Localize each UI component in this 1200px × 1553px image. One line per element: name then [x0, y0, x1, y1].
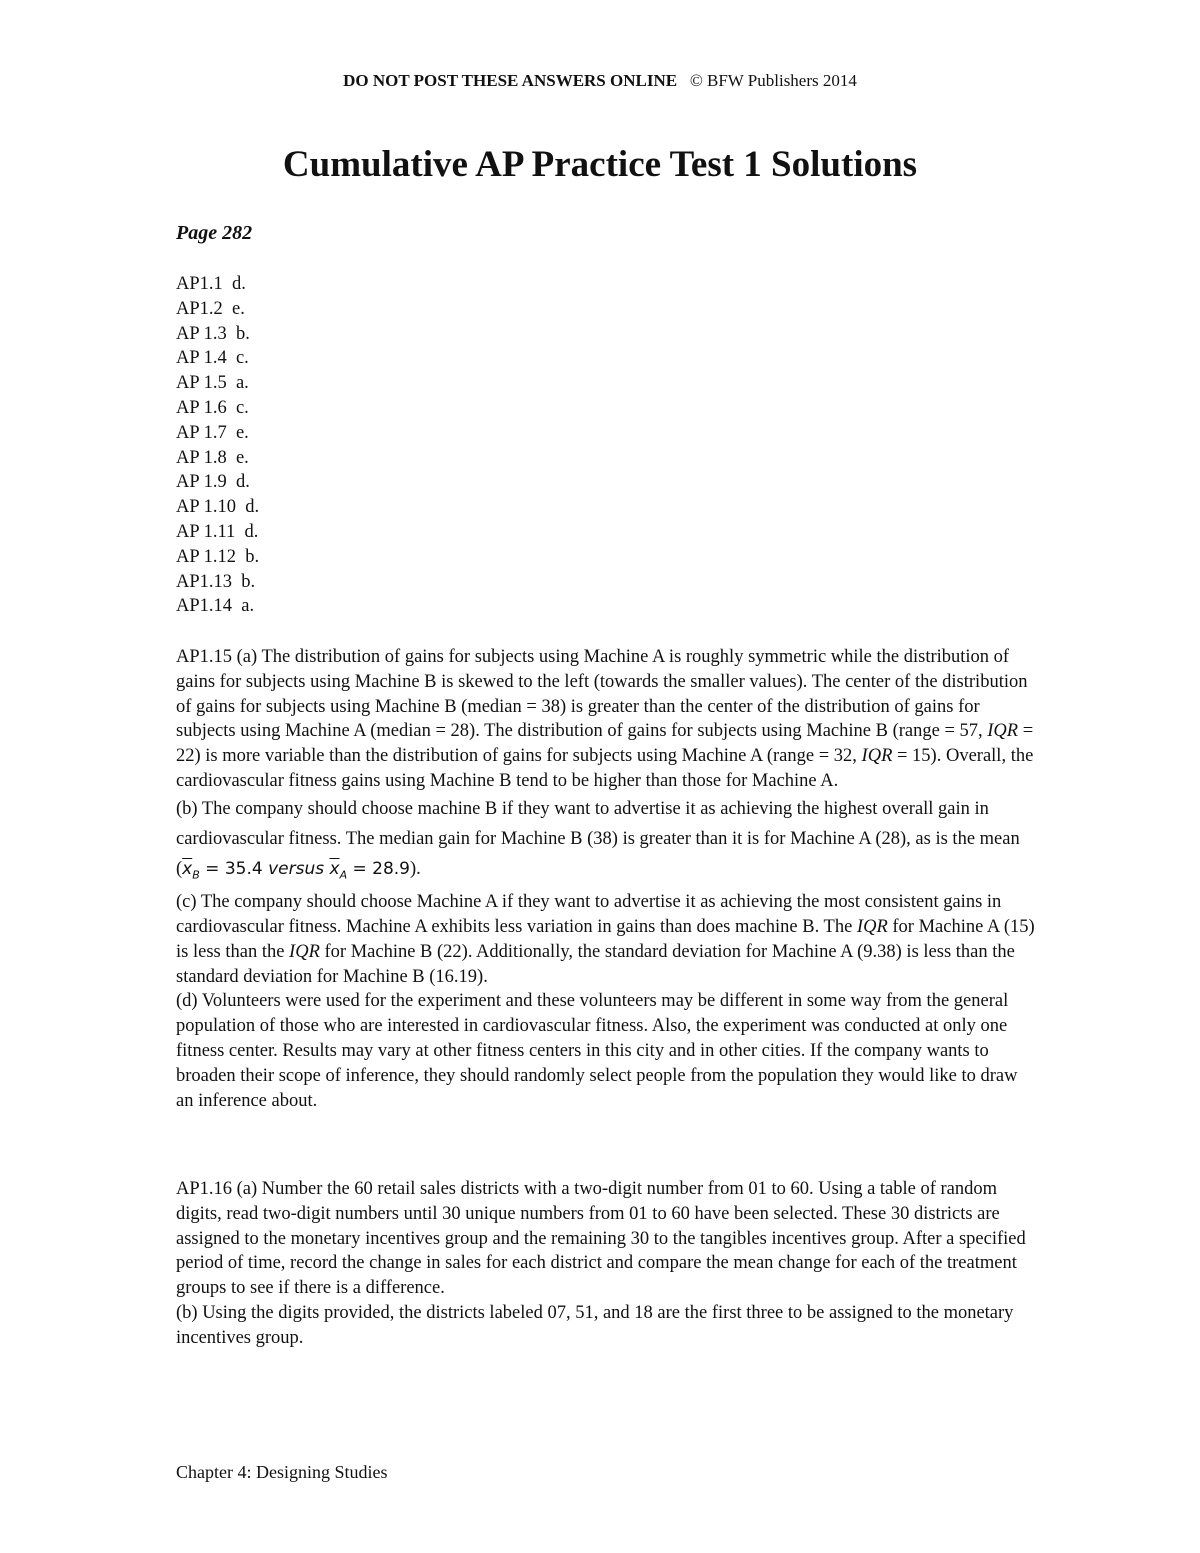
subscript-a: A — [339, 868, 348, 882]
solution-ap1-15-part-b — [176, 794, 1036, 890]
iqr-term: IQR — [289, 941, 320, 962]
page-title: Cumulative AP Practice Test 1 Solutions — [282, 144, 918, 185]
answer-item: AP 1.7 e. — [176, 422, 249, 443]
answer-item: AP 1.11 d. — [176, 521, 259, 542]
answer-item: AP1.2 e. — [176, 298, 245, 319]
answer-item: AP1.1 d. — [176, 274, 246, 294]
answer-item: AP 1.10 d. — [176, 497, 260, 518]
answer-item: AP1.13 b. — [176, 571, 256, 592]
answer-item: AP1.14 a. — [176, 596, 255, 617]
part-c-text: for Machine A (15) is less than the — [176, 916, 1035, 962]
answer-list — [176, 272, 259, 619]
header-copyright: © BFW Publishers 2014 — [689, 71, 857, 90]
versus-text: versus — [268, 858, 325, 879]
mean-comparison-equation — [182, 858, 410, 882]
part-b-text: ). — [410, 858, 421, 879]
solution-ap1-16-part-b: (b) Using the digits provided, the districts labeled 07, 51, and 18 are the first three to be assigned to the monetary incentives group. — [176, 1302, 1014, 1348]
solution-ap1-15 — [176, 645, 1036, 1113]
part-a-text: = 15). Overall, the cardiovascular fitness gains using Machine B tend to be higher than those for Machine A. — [176, 746, 1034, 791]
iqr-term: IQR — [861, 746, 893, 767]
solution-ap1-15-part-c — [176, 890, 1036, 989]
mean-b-value: = 35.4 — [199, 858, 269, 879]
part-a-text: AP1.15 (a) The distribution of gains for subjects using Machine A is roughly symmetric while the distribution of gains for subjects using Machine B is skewed to the left (towards the smaller values). The center of the distribution of gains for subjects using Machine B (median = 38) is greater than the center of the distribution of gains for subjects using Machine A (median = 28). The distribution of gains for subjects using Machine B (range = 57, — [176, 647, 1028, 742]
answer-item: AP 1.6 c. — [176, 397, 249, 418]
answer-item: AP 1.4 c. — [176, 348, 249, 369]
answer-item: AP 1.5 a. — [176, 373, 249, 394]
mean-a-value: = 28.9 — [347, 858, 410, 879]
part-b-text: (b) The company should choose machine B if they want to advertise it as achieving the highest overall gain in cardiovascular fitness. The median gain for Machine B (38) is greater than it is for Machine A (28), as is the mean ( — [176, 798, 1020, 879]
solution-ap1-16 — [176, 1177, 1036, 1351]
header-notice: DO NOT POST THESE ANSWERS ONLINE — [343, 71, 678, 90]
page-header — [0, 70, 1200, 92]
solution-ap1-15-part-d: (d) Volunteers were used for the experiment and these volunteers may be different in some way from the general population of those who are interested in cardiovascular fitness. Also, the experiment was conducted at only one fitness center. Results may vary at other fitness centers in this city and in other cities. If the company wants to broaden their scope of inference, they should randomly select people from the population they would like to draw an inference about. — [176, 991, 1018, 1111]
answer-item: AP 1.9 d. — [176, 472, 250, 493]
page-reference: Page 282 — [176, 222, 253, 244]
iqr-term: IQR — [856, 916, 888, 937]
xbar-symbol: $\overline{x}$ — [329, 858, 340, 879]
answer-item: AP 1.12 b. — [176, 546, 260, 567]
subscript-b: B — [192, 868, 200, 882]
solution-ap1-16-part-a: AP1.16 (a) Number the 60 retail sales districts with a two-digit number from 01 to 60. Using a table of random digits, read two-digit numbers until 30 unique numbers from 01 to 60 have been selected. These 30 districts are assigned to the monetary incentives group and the remaining 30 to the tangibles incentives group. After a specified period of time, record the change in sales for each district and compare the mean change for each of the treatment groups to see if there is a difference. — [176, 1179, 1026, 1299]
iqr-term: IQR — [987, 721, 1019, 742]
page-footer: Chapter 4: Designing Studies — [176, 1462, 388, 1482]
part-a-text: = 22) is more variable than the distribution of gains for subjects using Machine A (range = 32, — [176, 721, 1034, 767]
answer-item: AP 1.3 b. — [176, 323, 250, 344]
part-c-text: for Machine B (22). Additionally, the standard deviation for Machine A (9.38) is less than the standard deviation for Machine B (16.19). — [176, 941, 1015, 987]
xbar-symbol: $\overline{x}$ — [182, 858, 193, 879]
solution-ap1-15-part-a — [176, 645, 1036, 794]
part-c-text: (c) The company should choose Machine A if they want to advertise it as achieving the most consistent gains in cardiovascular fitness. Machine A exhibits less variation in gains than does machine B. The — [176, 892, 1002, 937]
answer-item: AP 1.8 e. — [176, 447, 249, 468]
